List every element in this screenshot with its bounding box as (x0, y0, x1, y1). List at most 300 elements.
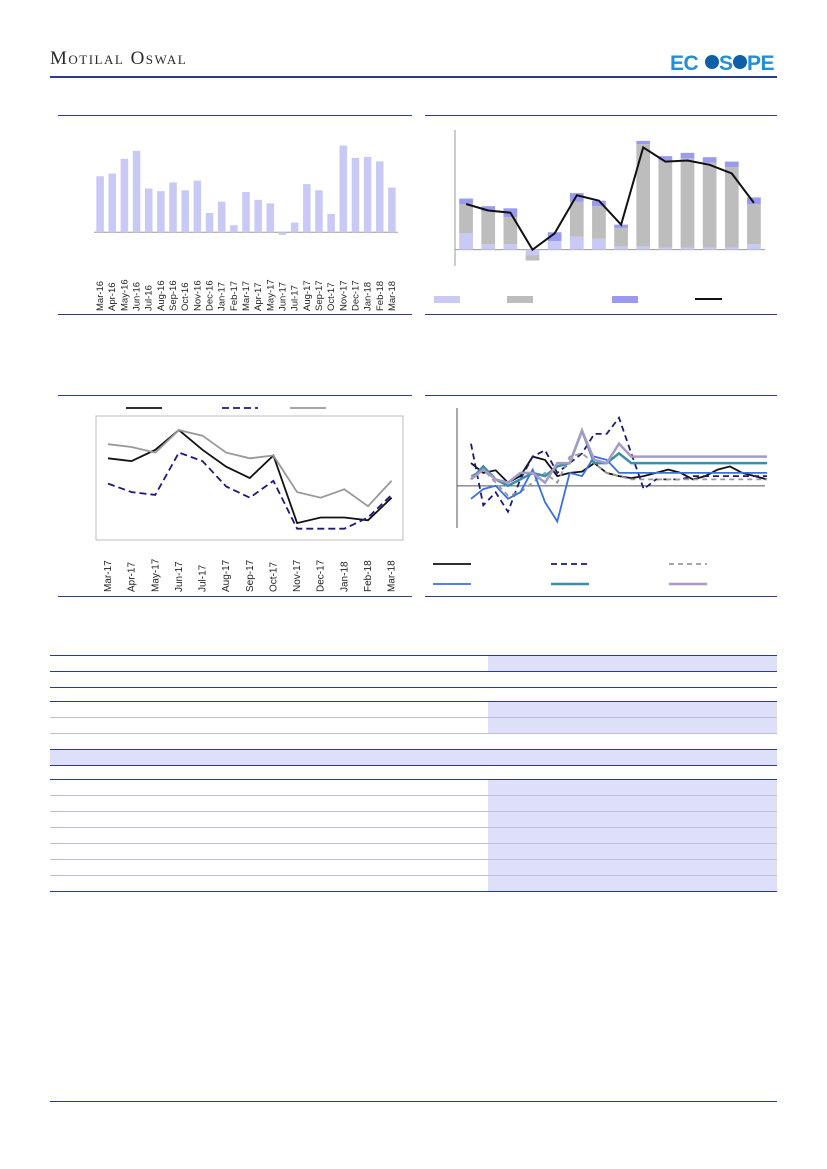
svg-text:EC: EC (670, 52, 699, 75)
table-cell (213, 876, 246, 892)
table-cell (312, 734, 356, 750)
bar (181, 190, 189, 232)
table-row (50, 750, 777, 766)
table-row (50, 860, 777, 876)
table-cell (355, 876, 399, 892)
table-cell (548, 766, 624, 780)
stack-segment (614, 246, 628, 249)
table-cell (355, 844, 399, 860)
table-cell (355, 734, 399, 750)
table-cell (246, 796, 279, 812)
table-cell (279, 750, 312, 766)
table-cell (624, 734, 700, 750)
table-cell (624, 860, 700, 876)
table-cell (624, 718, 700, 734)
table-cell (701, 812, 777, 828)
table-cell (312, 656, 356, 672)
stack-segment (459, 233, 473, 249)
table-cell (399, 780, 456, 796)
bar (352, 158, 360, 232)
x-tick-label: Jul-16 (143, 285, 155, 311)
x-tick-label: Oct-17 (326, 282, 338, 311)
table-cell (488, 656, 548, 672)
bar (157, 191, 165, 232)
table-cell (488, 796, 548, 812)
table-cell (701, 780, 777, 796)
x-tick-label: Feb-17 (228, 280, 240, 311)
table-row (50, 844, 777, 860)
table-cell (50, 844, 213, 860)
table-row (50, 688, 777, 702)
table-cell (548, 812, 624, 828)
table-cell (455, 750, 488, 766)
table-cell (455, 812, 488, 828)
x-tick-label: Apr-17 (253, 282, 265, 311)
table-cell (701, 688, 777, 702)
table-cell (355, 796, 399, 812)
table-cell (701, 828, 777, 844)
table-cell (312, 812, 356, 828)
table-cell (279, 688, 312, 702)
table-row (50, 718, 777, 734)
table-cell (355, 688, 399, 702)
panel-bottom-rule (58, 596, 412, 597)
table-cell (213, 688, 246, 702)
stack-segment (658, 160, 672, 247)
x-tick-label: Oct-16 (180, 282, 192, 311)
x-tick-label: Oct-17 (268, 561, 280, 592)
table-cell (246, 656, 279, 672)
table-cell (488, 750, 548, 766)
series-line (108, 430, 392, 523)
table-cell (279, 766, 312, 780)
stack-segment (747, 244, 761, 249)
table-cell (455, 796, 488, 812)
table-cell (213, 750, 246, 766)
table-row (50, 656, 777, 672)
table-cell (312, 688, 356, 702)
table-cell (624, 672, 700, 688)
bar (254, 200, 262, 232)
table-cell (213, 780, 246, 796)
bar (388, 188, 396, 233)
table-cell (213, 766, 246, 780)
bar (133, 151, 141, 232)
table-cell (246, 672, 279, 688)
table-cell (50, 734, 213, 750)
table-cell (246, 812, 279, 828)
table-cell (701, 860, 777, 876)
table-cell (246, 780, 279, 796)
table-cell (488, 780, 548, 796)
table-cell (488, 766, 548, 780)
table-cell (624, 876, 700, 892)
svg-text:PE: PE (747, 52, 775, 75)
table-cell (355, 812, 399, 828)
stack-segment (592, 206, 606, 239)
table-cell (701, 766, 777, 780)
x-tick-label: Aug-17 (301, 280, 313, 311)
table-cell (50, 750, 213, 766)
table-cell (624, 780, 700, 796)
table-row (50, 812, 777, 828)
table-cell (399, 812, 456, 828)
stack-segment (614, 228, 628, 246)
table-cell (279, 656, 312, 672)
table-row (50, 734, 777, 750)
table-cell (624, 828, 700, 844)
x-tick-label: May-17 (150, 558, 162, 592)
x-tick-label: Mar-16 (95, 280, 107, 311)
stack-segment (725, 162, 739, 167)
table-cell (279, 812, 312, 828)
table-cell (50, 702, 213, 718)
table-cell (50, 876, 213, 892)
bar (230, 225, 238, 232)
table-cell (246, 702, 279, 718)
table-cell (355, 828, 399, 844)
table-cell (279, 702, 312, 718)
table-cell (279, 828, 312, 844)
stack-segment (747, 197, 761, 204)
table-cell (399, 860, 456, 876)
table-cell (399, 766, 456, 780)
table-cell (279, 672, 312, 688)
table-cell (399, 718, 456, 734)
table-cell (279, 780, 312, 796)
bar (218, 202, 226, 233)
x-tick-label: Jul-17 (289, 285, 301, 311)
table-cell (548, 876, 624, 892)
x-tick-label: Jun-17 (173, 561, 185, 592)
table-cell (624, 688, 700, 702)
table-cell (455, 780, 488, 796)
x-tick-label: Apr-17 (126, 561, 138, 592)
table-cell (312, 796, 356, 812)
table-cell (399, 688, 456, 702)
table-cell (312, 876, 356, 892)
table-cell (312, 860, 356, 876)
table-cell (213, 702, 246, 718)
stack-segment (592, 239, 606, 250)
stack-segment (481, 212, 495, 245)
table-cell (455, 844, 488, 860)
stack-segment (481, 244, 495, 249)
bar (303, 184, 311, 232)
table-cell (213, 860, 246, 876)
table-cell (246, 860, 279, 876)
footer-rule (50, 1101, 777, 1102)
table-cell (624, 656, 700, 672)
table-cell (355, 702, 399, 718)
x-tick-label: Mar-17 (241, 280, 252, 311)
table-cell (355, 672, 399, 688)
table-cell (213, 828, 246, 844)
table-cell (624, 766, 700, 780)
table-row (50, 766, 777, 780)
table-cell (312, 718, 356, 734)
stack-segment (681, 158, 695, 247)
bar (267, 203, 275, 232)
table-cell (488, 860, 548, 876)
table-cell (246, 734, 279, 750)
chart-three-lines (58, 396, 412, 596)
bar (96, 176, 104, 232)
stack-segment (681, 153, 695, 158)
bar (327, 214, 335, 232)
table-cell (548, 672, 624, 688)
table-cell (701, 672, 777, 688)
table-cell (355, 766, 399, 780)
table-cell (312, 766, 356, 780)
chart-stacked-contribution (425, 116, 777, 314)
panel-bottom-rule (425, 596, 777, 597)
table-cell (548, 718, 624, 734)
table-cell (279, 718, 312, 734)
table-cell (488, 702, 548, 718)
table-cell (50, 656, 213, 672)
table-cell (548, 828, 624, 844)
stack-segment (503, 244, 517, 249)
table-cell (488, 672, 548, 688)
x-tick-label: Jul-17 (197, 564, 209, 592)
x-tick-label: Mar-17 (103, 560, 114, 592)
x-tick-label: Jun-17 (277, 281, 289, 311)
table-cell (455, 860, 488, 876)
table-cell (624, 750, 700, 766)
table-cell (50, 828, 213, 844)
stack-segment (636, 141, 650, 144)
x-tick-label: Aug-17 (221, 559, 233, 592)
x-tick-label: Nov-16 (192, 280, 204, 311)
table-cell (213, 796, 246, 812)
table-cell (399, 876, 456, 892)
table-cell (455, 688, 488, 702)
table-cell (50, 812, 213, 828)
svg-text:S: S (719, 52, 733, 75)
stack-segment (658, 248, 672, 250)
table-cell (548, 688, 624, 702)
bar (315, 190, 323, 232)
table-cell (279, 844, 312, 860)
table-cell (701, 718, 777, 734)
series-line (471, 453, 767, 495)
table-cell (701, 844, 777, 860)
bar (376, 161, 384, 232)
x-tick-label: Feb-18 (374, 280, 386, 311)
x-tick-label: Sep-17 (313, 280, 325, 311)
x-tick-label: Nov-17 (292, 559, 304, 592)
x-tick-label: May-16 (119, 279, 131, 311)
table-row (50, 796, 777, 812)
table-cell (50, 766, 213, 780)
table-row (50, 702, 777, 718)
x-tick-label: Jun-16 (131, 281, 143, 311)
table-cell (312, 672, 356, 688)
stack-segment (725, 248, 739, 250)
table-row (50, 876, 777, 892)
bar (364, 157, 372, 232)
table-cell (246, 844, 279, 860)
table-cell (50, 780, 213, 796)
table-cell (50, 796, 213, 812)
table-cell (312, 702, 356, 718)
x-tick-label: May-17 (265, 279, 277, 311)
chart-monthly-bars (58, 116, 412, 314)
x-tick-label: Feb-18 (362, 560, 374, 592)
table-cell (701, 702, 777, 718)
ecoscope-logo (668, 49, 778, 75)
stack-segment (459, 204, 473, 233)
bar (145, 189, 153, 233)
table-cell (488, 844, 548, 860)
table-row (50, 780, 777, 796)
table-cell (312, 750, 356, 766)
legend-swatch (612, 296, 638, 303)
table-cell (701, 796, 777, 812)
data-table (50, 655, 777, 892)
table-cell (399, 750, 456, 766)
x-tick-label: Mar-18 (386, 280, 398, 311)
x-tick-label: Apr-16 (107, 282, 119, 311)
table-cell (701, 656, 777, 672)
brand-name: Motilal Oswal (50, 48, 188, 69)
x-tick-label: Jan-17 (216, 281, 228, 311)
table-cell (548, 860, 624, 876)
table-cell (701, 876, 777, 892)
table-cell (279, 734, 312, 750)
table-cell (488, 734, 548, 750)
x-tick-label: Jan-18 (362, 281, 374, 311)
stack-segment (636, 144, 650, 246)
table-cell (455, 828, 488, 844)
table-cell (548, 780, 624, 796)
table-cell (399, 828, 456, 844)
x-tick-label: Dec-17 (315, 559, 327, 592)
x-tick-label: Aug-16 (155, 280, 167, 311)
chart-six-lines (425, 396, 777, 596)
table-cell (548, 702, 624, 718)
table-cell (701, 734, 777, 750)
table-cell (701, 750, 777, 766)
stack-segment (570, 237, 584, 250)
table-cell (213, 734, 246, 750)
table-cell (399, 734, 456, 750)
table-cell (355, 780, 399, 796)
header-rule (50, 76, 777, 78)
table-cell (213, 656, 246, 672)
table-cell (399, 796, 456, 812)
stack-segment (636, 246, 650, 249)
x-tick-label: Dec-17 (350, 280, 362, 311)
table-cell (355, 656, 399, 672)
table-cell (624, 844, 700, 860)
table-cell (548, 656, 624, 672)
table-cell (312, 828, 356, 844)
x-tick-label: Sep-17 (244, 559, 256, 592)
table-cell (455, 718, 488, 734)
table-cell (50, 672, 213, 688)
table-cell (312, 780, 356, 796)
bar (291, 223, 299, 233)
stack-segment (703, 248, 717, 250)
table-cell (455, 876, 488, 892)
table-cell (355, 750, 399, 766)
stack-segment (681, 248, 695, 250)
table-cell (455, 734, 488, 750)
stack-segment (570, 202, 584, 237)
table-cell (488, 812, 548, 828)
bar (206, 213, 214, 232)
table-cell (246, 766, 279, 780)
table-cell (355, 860, 399, 876)
bar (242, 192, 250, 232)
series-line (471, 418, 767, 512)
table-cell (279, 860, 312, 876)
bar (194, 181, 202, 233)
bar (279, 232, 287, 235)
stack-segment (548, 241, 562, 250)
table-cell (246, 876, 279, 892)
stack-segment (459, 199, 473, 204)
x-tick-label: Jan-18 (339, 561, 351, 592)
table-cell (455, 702, 488, 718)
x-tick-label: Sep-16 (168, 280, 180, 311)
series-line (471, 431, 767, 483)
table-cell (279, 876, 312, 892)
table-cell (246, 828, 279, 844)
legend-swatch (507, 296, 533, 303)
bar (340, 146, 348, 233)
table-cell (624, 702, 700, 718)
stack-segment (747, 204, 761, 244)
table-row (50, 828, 777, 844)
panel-bottom-rule (58, 314, 412, 315)
table-cell (488, 876, 548, 892)
table-cell (488, 828, 548, 844)
table-cell (213, 672, 246, 688)
table-cell (624, 796, 700, 812)
table-cell (488, 718, 548, 734)
table-cell (279, 796, 312, 812)
table-cell (355, 718, 399, 734)
table-cell (399, 672, 456, 688)
stack-segment (703, 163, 717, 248)
table-cell (455, 766, 488, 780)
table-cell (399, 656, 456, 672)
x-tick-label: Dec-16 (204, 280, 216, 311)
table-cell (399, 844, 456, 860)
table-cell (399, 702, 456, 718)
x-tick-label: Nov-17 (338, 280, 350, 311)
table-cell (246, 718, 279, 734)
stack-segment (703, 157, 717, 162)
table-cell (246, 750, 279, 766)
table-cell (246, 688, 279, 702)
x-tick-label: Mar-18 (386, 560, 398, 592)
table-cell (624, 812, 700, 828)
table-cell (50, 860, 213, 876)
table-cell (455, 656, 488, 672)
table-cell (548, 796, 624, 812)
table-cell (50, 718, 213, 734)
stack-segment (526, 255, 540, 260)
bar (121, 159, 129, 233)
bar (169, 182, 177, 232)
table-row (50, 672, 777, 688)
panel-bottom-rule (425, 314, 777, 315)
table-cell (213, 844, 246, 860)
